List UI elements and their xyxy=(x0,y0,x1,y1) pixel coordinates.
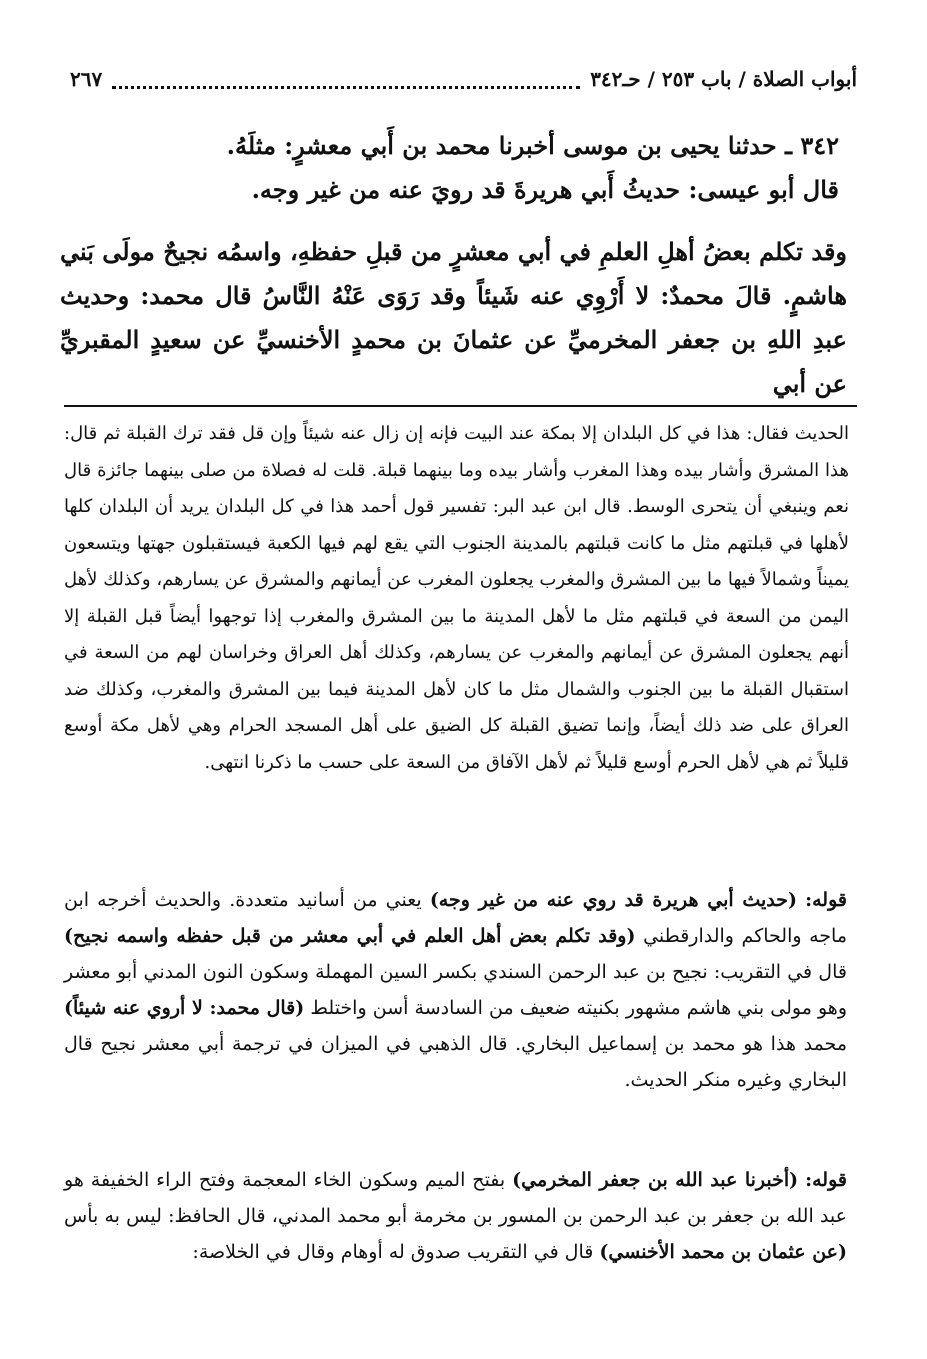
footnote-text: الحديث فقال: هذا في كل البلدان إلا بمكة عند البيت فإنه إن زال عنه شيئاً وإن قل فقد ترك القبلة ثم قال: هذا المشرق وأشار بيده وهذا المغرب وأشار بيده وما بينهما قبلة. قلت له فصلاة من صلى بينهما جائزة قال نعم وينبغي أن يتحرى الوسط. قال ابن عبد البر: تفسير قول أحمد هذا في كل البلدان يريد أن البلدان كلها لأهلها في قبلتهم مثل ما كانت قبلتهم بالمدينة الجنوب التي يقع لهم فيها الكعبة فيستقبلون جهتها ويتسعون يميناً وشمالاً فيها ما بين المشرق والمغرب يجعلون المغرب عن أيمانهم والمشرق عن يسارهم، وكذلك لأهل اليمن من السعة في قبلتهم مثل ما لأهل المدينة ما بين المشرق والمغرب إذا توجهوا أيضاً قبل القبلة إلا أنهم يجعلون المشرق عن أيمانهم والمغرب عن يسارهم، وكذلك أهل العراق وخراسان لهم من السعة في استقبال القبلة ما بين الجنوب والشمال مثل ما كان لأهل المدينة فيما بين المشرق والمغرب، وكذلك ضد العراق على ضد ذلك أيضاً، وإنما تضيق القبلة كل الضيق على أهل المسجد الحرام وهي لأهل مكة أوسع قليلاً ثم هي لأهل الحرم أوسع قليلاً ثم لأهل الآفاق من السعة على حسب ما ذكرنا انتهى. xyxy=(64,423,849,773)
header-title: أبواب الصلاة / باب ٢٥٣ / حـ٣٤٢ xyxy=(590,67,857,91)
commentary-block-2 xyxy=(64,1162,847,1270)
quoted-phrase: (حديث أبي هريرة قد روي عنه من غير وجه) xyxy=(429,889,797,911)
commentary-paragraph xyxy=(64,1162,847,1270)
commentary-text: بفتح الميم وسكون الخاء المعجمة وفتح الراء الخفيفة هو عبد الله بن جعفر بن عبد الرحمن بن المسور بن مخرمة أبو محمد المدني، قال الحافظ: ليس به بأس xyxy=(64,1169,847,1227)
commentary-paragraph xyxy=(64,882,847,1098)
commentary-label: قوله: xyxy=(805,1169,847,1191)
commentary-text: قال في التقريب: نجيح بن عبد الرحمن السندي بكسر السين المهملة وسكون النون المدني أبو معشر وهو مولى بني هاشم مشهور بكنيته ضعيف من السادسة أسن واختلط xyxy=(64,961,847,1019)
running-header xyxy=(70,62,857,96)
page-number: ٢٦٧ xyxy=(70,67,103,91)
header-leader-dots xyxy=(112,86,580,89)
main-text xyxy=(60,124,847,406)
hadith-text: ٣٤٢ ـ حدثنا يحيى بن موسى أخبرنا محمد بن أَبي معشرٍ: مثلَهُ. xyxy=(226,131,839,160)
quoted-phrase: (وقد تكلم بعض أهل العلم في أبي معشر من قبل حفظه واسمه نجيح) xyxy=(64,925,636,947)
quoted-phrase: (قال محمد: لا أروي عنه شيئاً) xyxy=(64,997,305,1019)
quoted-phrase: (عن عثمان بن محمد الأخنسي) xyxy=(599,1241,847,1263)
author-comment: وقد تكلم بعضُ أهلِ العلمِ في أبي معشرٍ من قبلِ حفظهِ، واسمُه نجيحٌ مولَى بَني هاشمٍ. قالَ محمدٌ: لا أَرْوِي عنه شَيئاً وقد رَوَى عَنْهُ النَّاسُ قال محمد: وحديث عبدِ اللهِ بن جعفر المخرميِّ عن عثمانَ بن محمدٍ الأخنسيِّ عن سعيدٍ المقبريِّ عن أبي xyxy=(60,237,848,398)
quoted-phrase: (أخبرنا عبد الله بن جعفر المخرمي) xyxy=(512,1169,799,1191)
commentary-label: قوله: xyxy=(805,889,847,911)
commentary-text: يعني من أسانيد متعددة. والحديث أخرجه ابن ماجه والحاكم والدارقطني xyxy=(64,889,848,947)
commentary-text: محمد هذا هو محمد بن إسماعيل البخاري. قال الذهبي في الميزان في ترجمة أبي معشر نجيح قال البخاري وغيره منكر الحديث. xyxy=(64,1033,847,1091)
abu-isa-remark: قال أبو عيسى: حديثُ أَبي هريرةَ قد رويَ عنه من غير وجه. xyxy=(251,175,839,204)
footnote-divider xyxy=(64,405,857,407)
commentary-block-1 xyxy=(64,882,847,1098)
commentary-text: قال في التقريب صدوق له أوهام وقال في الخلاصة: xyxy=(192,1241,594,1263)
